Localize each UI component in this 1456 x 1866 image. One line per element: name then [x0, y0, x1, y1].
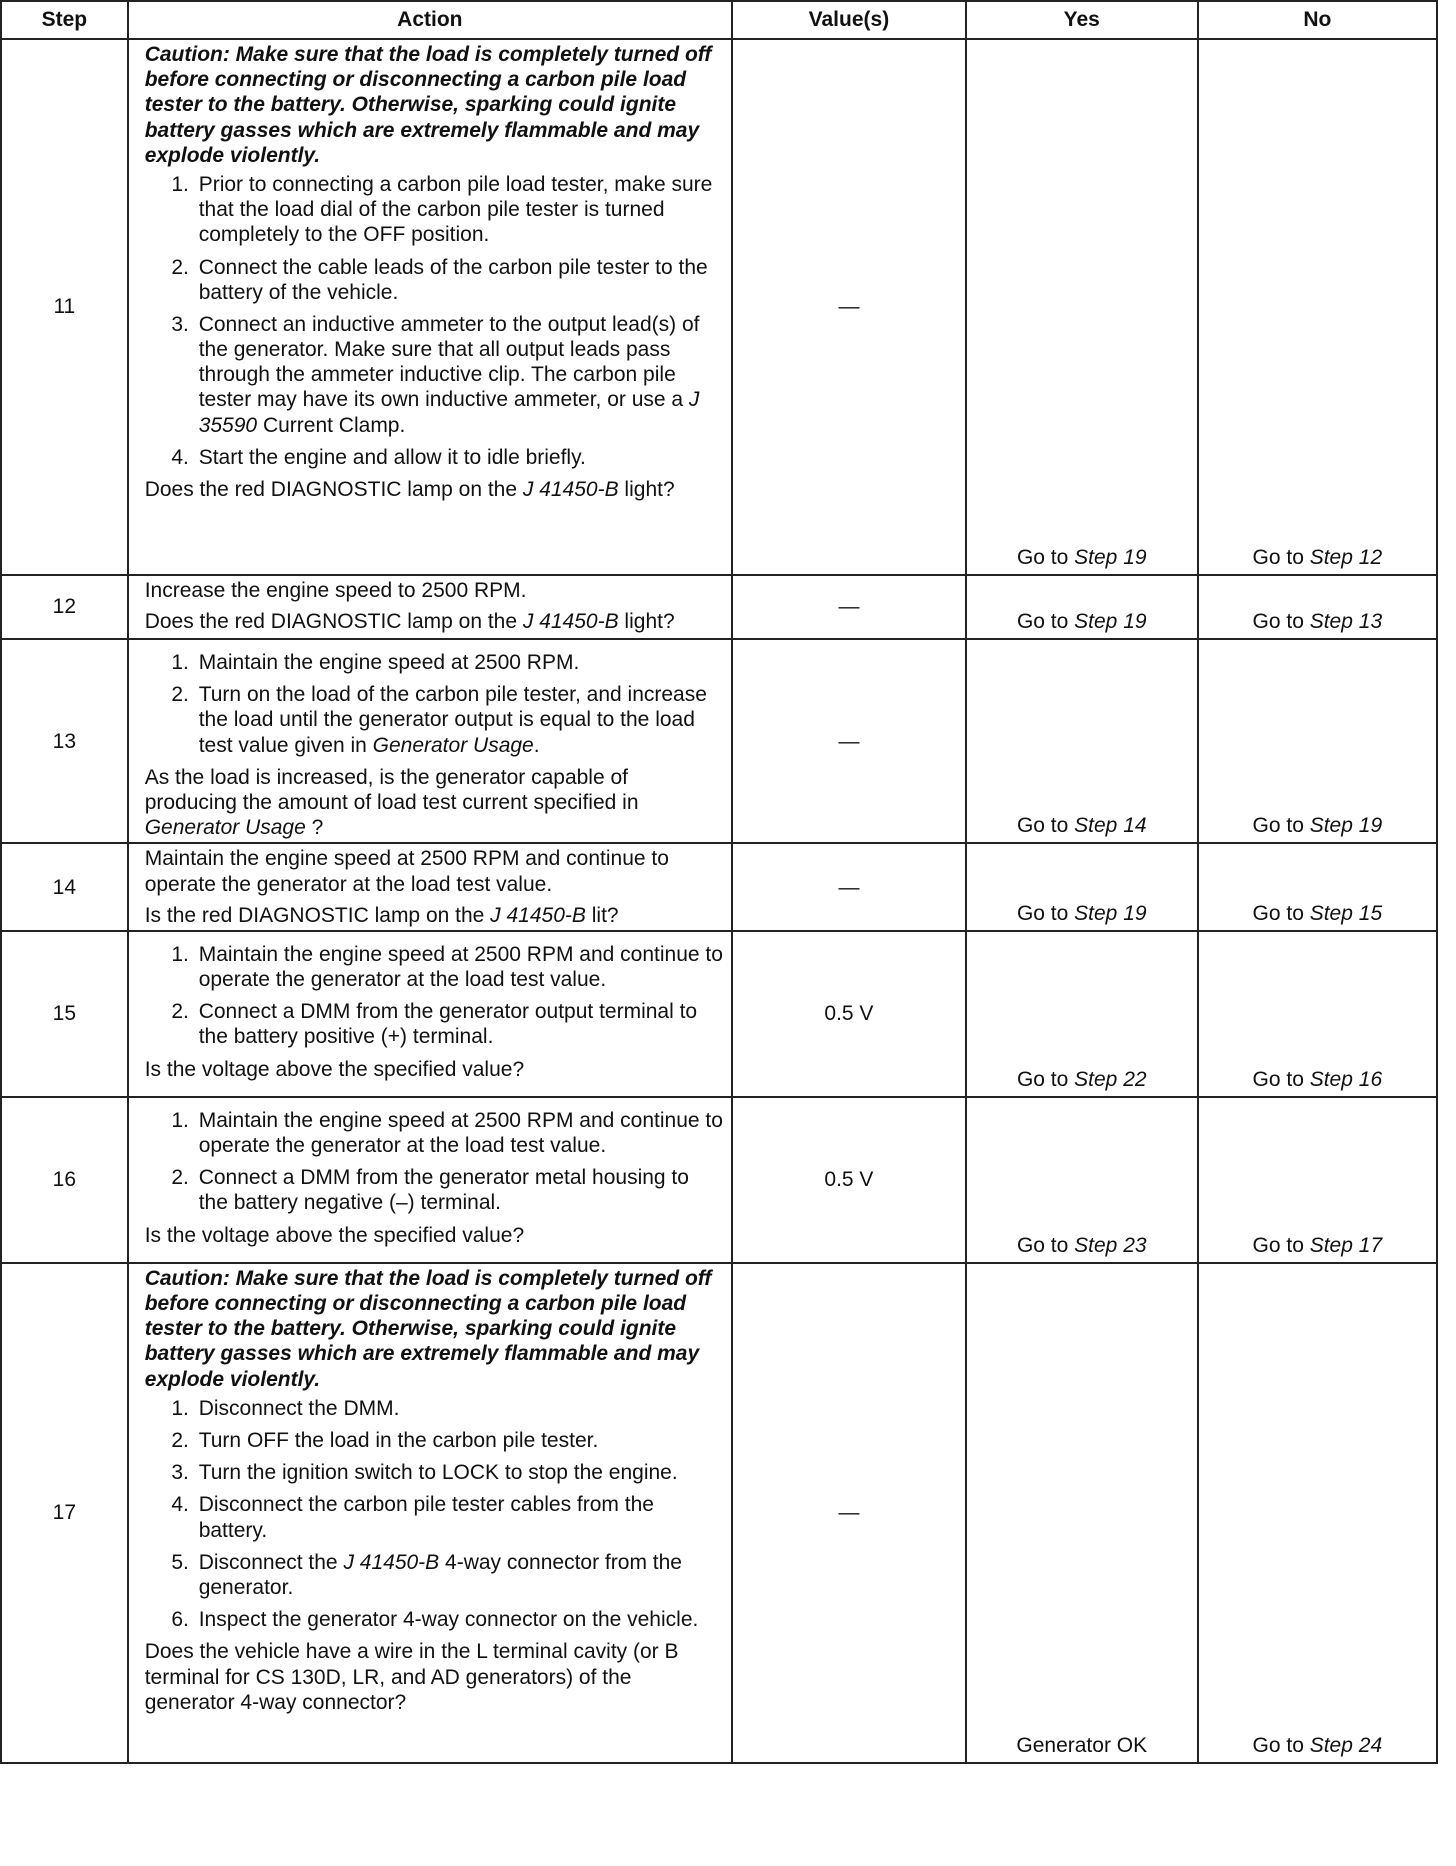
- action-step: 6. Inspect the generator 4-way connector on the vehicle.: [195, 1607, 723, 1632]
- action-steps: [145, 942, 723, 1050]
- yes-cell: Generator OK: [966, 1263, 1198, 1763]
- action-step: 2. Connect the cable leads of the carbon pile tester to the battery of the vehicle.: [195, 255, 723, 305]
- value-cell: —: [732, 639, 966, 843]
- action-text: Maintain the engine speed at 2500 RPM and continue to operate the generator at the load test value.: [144, 847, 669, 896]
- yes-cell: Go to Step 19: [966, 575, 1198, 639]
- question-text: Is the voltage above the specified value?: [144, 1057, 525, 1081]
- action-step: 1. Maintain the engine speed at 2500 RPM and continue to operate the generator at the load test value.: [195, 942, 723, 992]
- table-row: [1, 843, 1437, 931]
- action-steps: [145, 172, 723, 470]
- action-cell: [128, 843, 732, 931]
- action-step: 1. Disconnect the DMM.: [195, 1396, 723, 1421]
- no-cell: Go to Step 16: [1198, 931, 1437, 1097]
- question-text: Does the vehicle have a wire in the L terminal cavity (or B terminal for CS 130D, LR, and AD generators) of the generator 4-way connector?: [144, 1640, 679, 1714]
- question-text: Is the voltage above the specified value?: [144, 1223, 525, 1247]
- action-step: 1. Prior to connecting a carbon pile load tester, make sure that the load dial of the carbon pile tester is turned completely to the OFF position.: [195, 172, 723, 248]
- table-row: [1, 1097, 1437, 1263]
- action-step: 1. Maintain the engine speed at 2500 RPM and continue to operate the generator at the load test value.: [195, 1108, 723, 1158]
- header-no: No: [1198, 1, 1437, 39]
- caution-text: Caution: Make sure that the load is completely turned off before connecting or disconnecting a carbon pile load tester to the battery. Otherwise, sparking could ignite battery gasses which are extremely flammable and may explode violently.: [144, 1266, 712, 1391]
- value-cell: —: [732, 1263, 966, 1763]
- action-cell: [128, 1097, 732, 1263]
- question-text: Does the red DIAGNOSTIC lamp on the J 41450-B light?: [144, 610, 675, 634]
- header-yes: Yes: [966, 1, 1198, 39]
- action-step: 3. Turn the ignition switch to LOCK to stop the engine.: [195, 1460, 723, 1485]
- no-cell: Go to Step 13: [1198, 575, 1437, 639]
- value-cell: —: [732, 39, 966, 575]
- action-step: 2. Turn OFF the load in the carbon pile tester.: [195, 1428, 723, 1453]
- no-cell: Go to Step 15: [1198, 843, 1437, 931]
- step-number: 14: [1, 843, 128, 931]
- action-cell: [128, 39, 732, 575]
- action-step: 1. Maintain the engine speed at 2500 RPM.: [195, 650, 723, 675]
- value-cell: —: [732, 843, 966, 931]
- action-step: 2. Turn on the load of the carbon pile tester, and increase the load until the generator output is equal to the load test value given in Generator Usage.: [195, 682, 723, 758]
- value-cell: —: [732, 575, 966, 639]
- no-cell: Go to Step 19: [1198, 639, 1437, 843]
- action-cell: [128, 931, 732, 1097]
- no-cell: Go to Step 17: [1198, 1097, 1437, 1263]
- action-step: 3. Connect an inductive ammeter to the output lead(s) of the generator. Make sure that all output leads pass through the ammeter inductive clip. The carbon pile tester may have its own inductive ammeter, or use a J 35590 Current Clamp.: [195, 312, 723, 438]
- question-text: Does the red DIAGNOSTIC lamp on the J 41450-B light?: [144, 478, 675, 501]
- action-step: 4. Start the engine and allow it to idle briefly.: [195, 445, 723, 470]
- yes-cell: Go to Step 23: [966, 1097, 1198, 1263]
- header-values: Value(s): [732, 1, 966, 39]
- step-number: 12: [1, 575, 128, 639]
- action-steps: [145, 650, 723, 758]
- caution-text: Caution: Make sure that the load is completely turned off before connecting or disconnecting a carbon pile load tester to the battery. Otherwise, sparking could ignite battery gasses which are extremely flammable and may explode violently.: [144, 43, 712, 167]
- header-step: Step: [1, 1, 128, 39]
- question-text: As the load is increased, is the generator capable of producing the amount of load test current specified in Generator Usage ?: [144, 765, 639, 840]
- table-row: [1, 931, 1437, 1097]
- step-number: 13: [1, 639, 128, 843]
- action-cell: [128, 575, 732, 639]
- action-step: 5. Disconnect the J 41450-B 4-way connector from the generator.: [195, 1550, 723, 1600]
- table-row: [1, 639, 1437, 843]
- action-step: 2. Connect a DMM from the generator output terminal to the battery positive (+) terminal.: [195, 999, 723, 1049]
- step-number: 16: [1, 1097, 128, 1263]
- no-cell: Go to Step 24: [1198, 1263, 1437, 1763]
- action-cell: [128, 1263, 732, 1763]
- step-number: 17: [1, 1263, 128, 1763]
- step-number: 11: [1, 39, 128, 575]
- value-cell: 0.5 V: [732, 931, 966, 1097]
- action-steps: [145, 1108, 723, 1216]
- yes-cell: Go to Step 22: [966, 931, 1198, 1097]
- action-steps: [145, 1396, 723, 1633]
- yes-cell: Go to Step 19: [966, 843, 1198, 931]
- value-cell: 0.5 V: [732, 1097, 966, 1263]
- question-text: Is the red DIAGNOSTIC lamp on the J 41450-B lit?: [144, 903, 619, 927]
- table-row: [1, 575, 1437, 639]
- yes-cell: Go to Step 14: [966, 639, 1198, 843]
- table-row: [1, 39, 1437, 575]
- yes-cell: Go to Step 19: [966, 39, 1198, 575]
- action-text: Increase the engine speed to 2500 RPM.: [144, 579, 527, 602]
- action-cell: [128, 639, 732, 843]
- no-cell: Go to Step 12: [1198, 39, 1437, 575]
- table-row: [1, 1263, 1437, 1763]
- header-action: Action: [128, 1, 732, 39]
- action-step: 2. Connect a DMM from the generator metal housing to the battery negative (–) terminal.: [195, 1165, 723, 1215]
- header-row: [1, 1, 1437, 39]
- step-number: 15: [1, 931, 128, 1097]
- action-step: 4. Disconnect the carbon pile tester cables from the battery.: [195, 1492, 723, 1542]
